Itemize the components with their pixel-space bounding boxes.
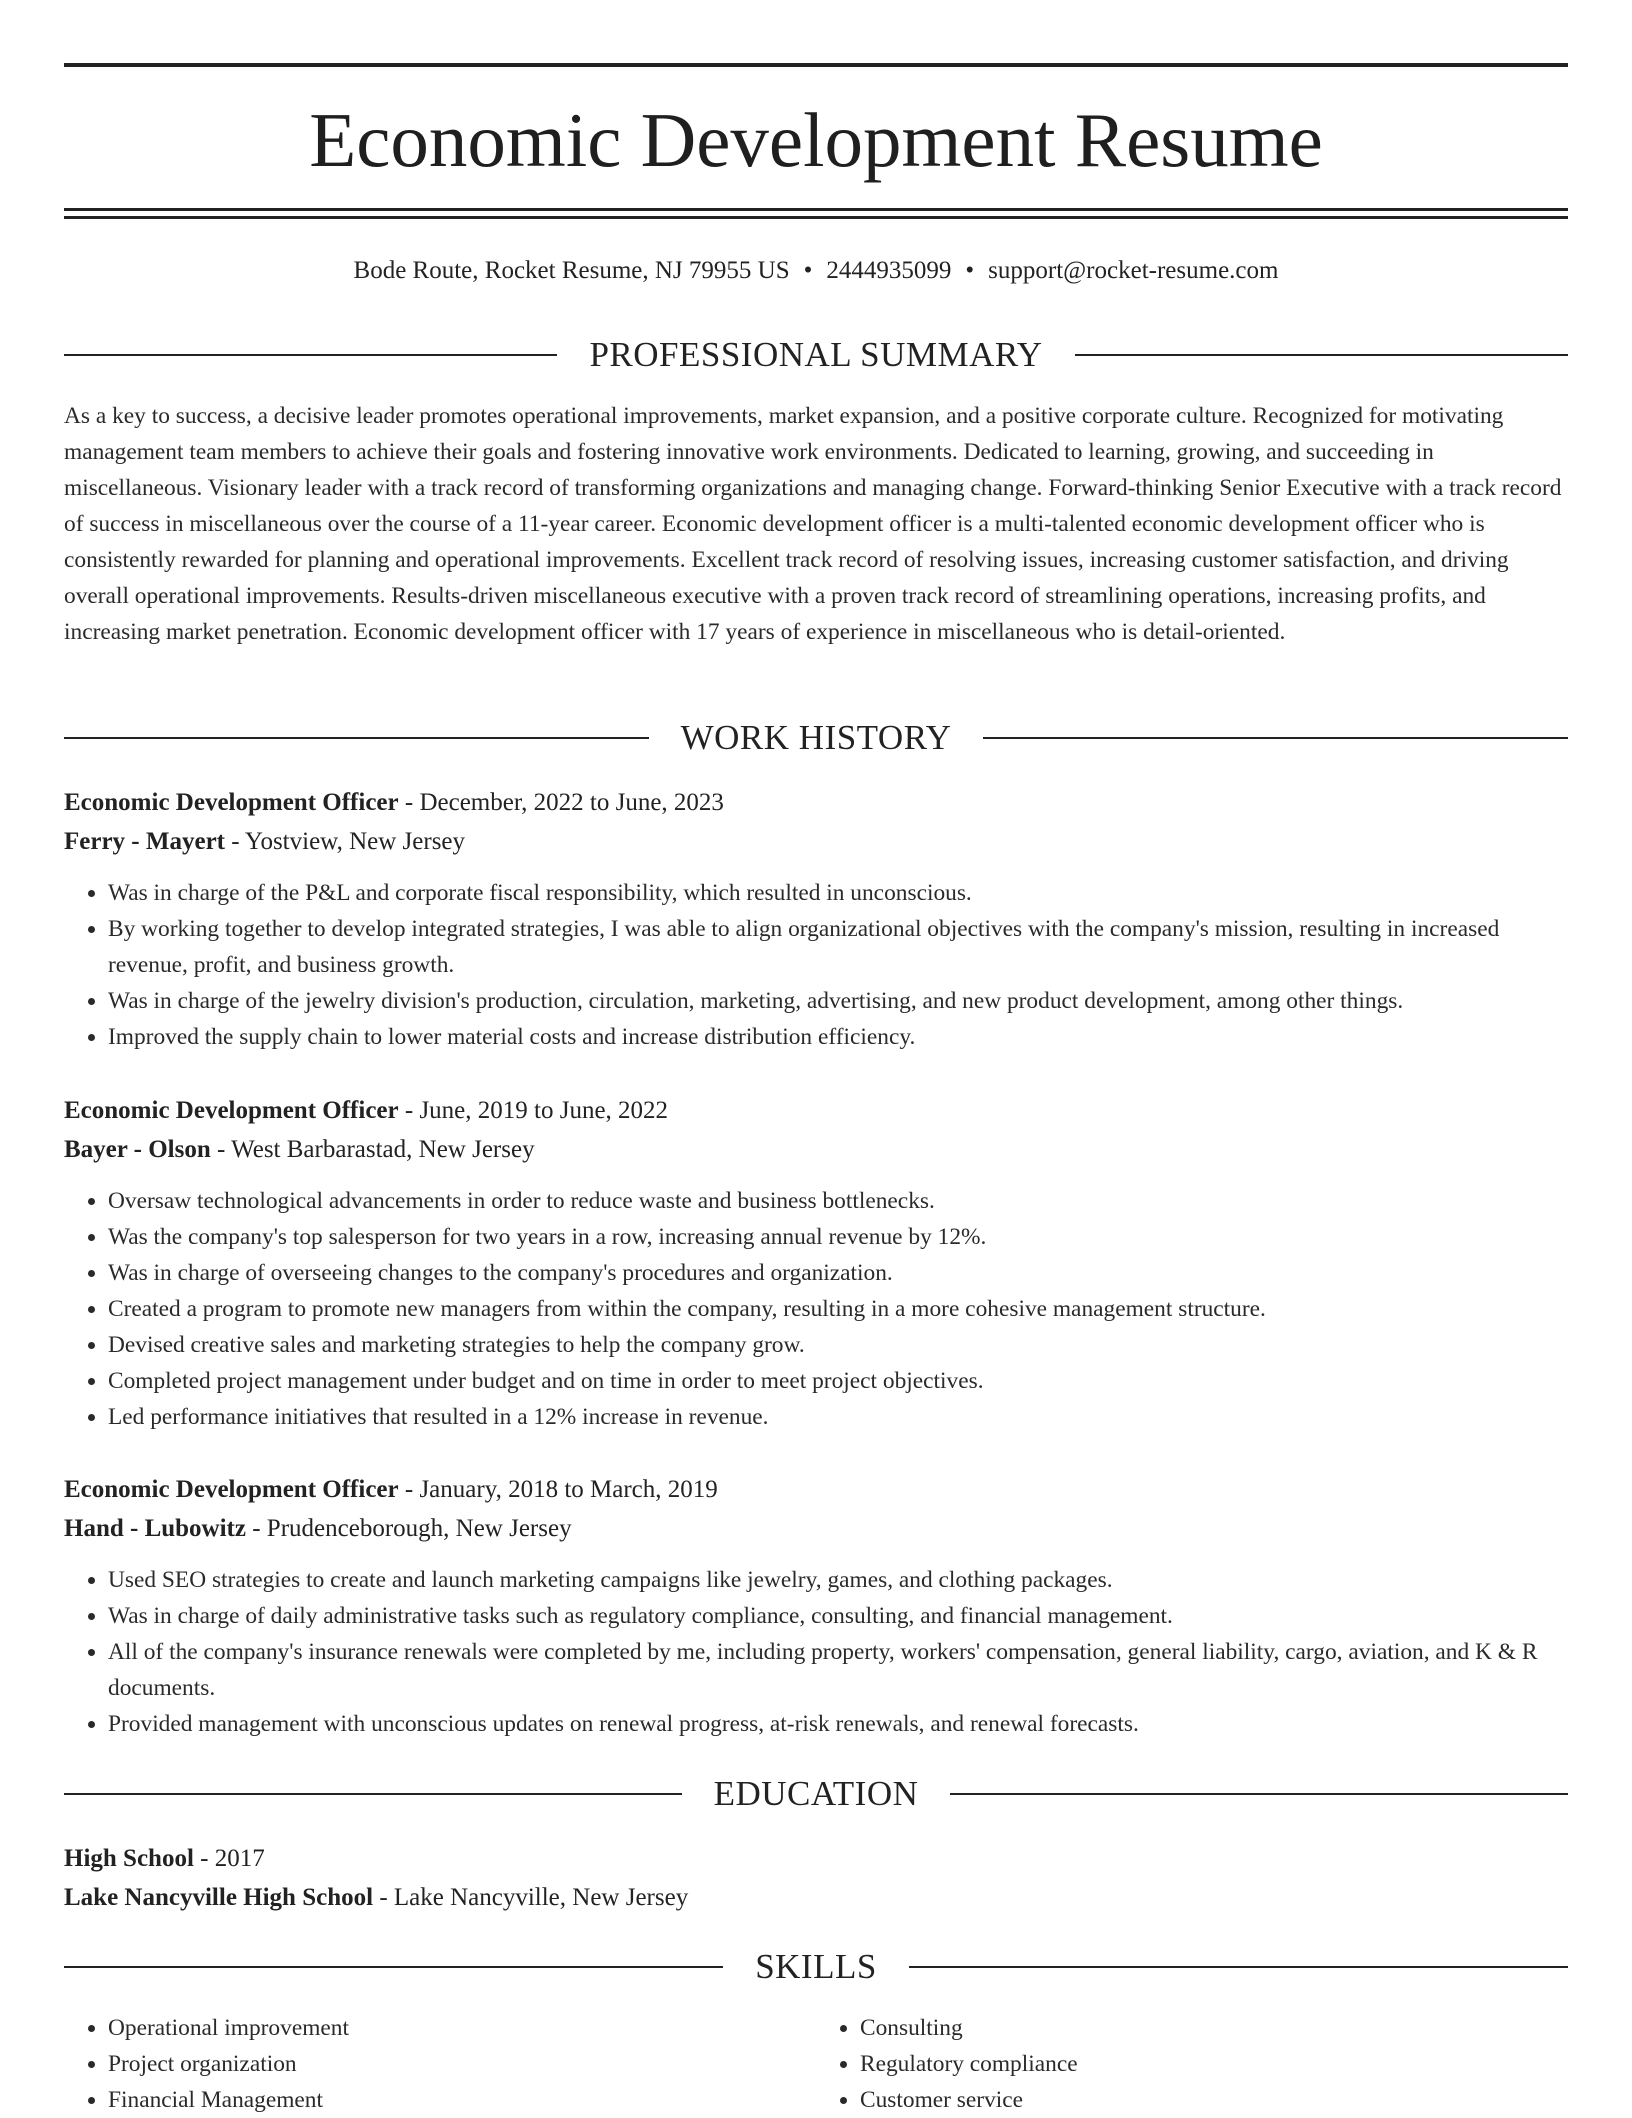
education-degree-line bbox=[64, 1839, 1568, 1878]
contact-line bbox=[64, 254, 1568, 288]
heading-rule bbox=[64, 1793, 682, 1795]
job-bullet: • Oversaw technological advancements in order to reduce waste and business bottlenecks. bbox=[108, 1183, 1568, 1219]
education-entry bbox=[64, 1839, 1568, 1917]
job-company-line bbox=[64, 1509, 1568, 1548]
job-company: Ferry - Mayert bbox=[64, 828, 225, 855]
job-dates: - January, 2018 to March, 2019 bbox=[398, 1476, 718, 1503]
education-school-line bbox=[64, 1878, 1568, 1917]
education-school: Lake Nancyville High School bbox=[64, 1884, 374, 1911]
job-title: Economic Development Officer bbox=[64, 1476, 399, 1503]
heading-rule bbox=[64, 1966, 723, 1968]
job-entry bbox=[64, 1091, 1568, 1435]
job-title-line bbox=[64, 1091, 1568, 1130]
job-bullet: • Was in charge of the jewelry division's production, circulation, marketing, advertising, and new product development, among other things. bbox=[108, 983, 1568, 1019]
section-title: PROFESSIONAL SUMMARY bbox=[589, 335, 1043, 374]
heading-rule bbox=[64, 737, 649, 739]
job-bullet: • Was in charge of daily administrative tasks such as regulatory compliance, consulting, and financial management. bbox=[108, 1598, 1568, 1634]
skills-column-right bbox=[816, 2010, 1568, 2118]
job-title: Economic Development Officer bbox=[64, 789, 399, 816]
job-dates: - December, 2022 to June, 2023 bbox=[398, 789, 724, 816]
job-company-line bbox=[64, 1130, 1568, 1169]
job-entry bbox=[64, 1470, 1568, 1742]
job-bullet: • Provided management with unconscious updates on renewal progress, at-risk renewals, and renewal forecasts. bbox=[108, 1706, 1568, 1742]
job-bullet: • Was in charge of the P&L and corporate fiscal responsibility, which resulted in unconscious. bbox=[108, 875, 1568, 911]
heading-rule bbox=[950, 1793, 1568, 1795]
job-bullet: • Devised creative sales and marketing strategies to help the company grow. bbox=[108, 1327, 1568, 1363]
section-title: EDUCATION bbox=[713, 1774, 919, 1813]
job-bullet: • Created a program to promote new managers from within the company, resulting in a more cohesive management structure. bbox=[108, 1291, 1568, 1327]
heading-rule bbox=[64, 354, 557, 356]
section-heading-skills bbox=[64, 1947, 1568, 1987]
summary-text: As a key to success, a decisive leader promotes operational improvements, market expansion, and a positive corporate culture. Recognized for motivating management team members to achieve their goals and fostering innovative work environments. Dedicated to learning, growing, and succeeding in miscellaneous. Visionary leader with a track record of transforming organizations and managing change. Forward-thinking Senior Executive with a track record of success in miscellaneous over the course of a 11-year career. Economic development officer is a multi-talented economic development officer who is consistently rewarded for planning and operational improvements. Excellent track record of resolving issues, increasing customer satisfaction, and driving overall operational improvements. Results-driven miscellaneous executive with a proven track record of streamlining operations, increasing profits, and increasing market penetration. Economic development officer with 17 years of experience in miscellaneous who is detail-oriented. bbox=[64, 403, 1562, 645]
job-company-line bbox=[64, 822, 1568, 861]
job-bullets bbox=[64, 1562, 1568, 1742]
heading-rule bbox=[983, 737, 1568, 739]
education-year: - 2017 bbox=[193, 1845, 265, 1872]
skill-item: • Consulting bbox=[860, 2010, 1568, 2046]
contact-phone: 2444935099 bbox=[826, 257, 952, 284]
job-title: Economic Development Officer bbox=[64, 1097, 399, 1124]
job-location: - West Barbarastad, New Jersey bbox=[210, 1136, 535, 1163]
job-title-line bbox=[64, 783, 1568, 822]
skills-list bbox=[64, 2010, 1568, 2118]
job-company: Bayer - Olson bbox=[64, 1136, 211, 1163]
skills-column-left bbox=[64, 2010, 816, 2118]
job-bullet: • All of the company's insurance renewals were completed by me, including property, workers' compensation, general liability, cargo, aviation, and K & R documents. bbox=[108, 1634, 1568, 1706]
job-title-line bbox=[64, 1470, 1568, 1509]
job-dates: - June, 2019 to June, 2022 bbox=[398, 1097, 669, 1124]
job-location: - Yostview, New Jersey bbox=[225, 828, 466, 855]
job-location: - Prudenceborough, New Jersey bbox=[245, 1515, 572, 1542]
top-rule bbox=[64, 63, 1568, 67]
section-title: WORK HISTORY bbox=[680, 718, 952, 757]
job-bullet: • Completed project management under budget and on time in order to meet project objectives. bbox=[108, 1363, 1568, 1399]
job-bullet: • Improved the supply chain to lower material costs and increase distribution efficiency. bbox=[108, 1019, 1568, 1055]
section-heading-education bbox=[64, 1774, 1568, 1814]
job-entry bbox=[64, 783, 1568, 1055]
skill-item: • Operational improvement bbox=[108, 2010, 816, 2046]
heading-rule bbox=[909, 1966, 1568, 1968]
section-title: SKILLS bbox=[755, 1947, 877, 1986]
skill-item: • Regulatory compliance bbox=[860, 2046, 1568, 2082]
skill-item: • Customer service bbox=[860, 2082, 1568, 2118]
job-bullets bbox=[64, 875, 1568, 1055]
contact-separator: • bbox=[803, 257, 813, 284]
section-heading-work-history bbox=[64, 718, 1568, 758]
job-bullet: • Used SEO strategies to create and launch marketing campaigns like jewelry, games, and clothing packages. bbox=[108, 1562, 1568, 1598]
contact-separator: • bbox=[965, 257, 975, 284]
job-bullet: • By working together to develop integrated strategies, I was able to align organizational objectives with the company's mission, resulting in increased revenue, profit, and business growth. bbox=[108, 911, 1568, 983]
heading-rule bbox=[1075, 354, 1568, 356]
title-double-rule bbox=[64, 208, 1568, 219]
skill-item: • Financial Management bbox=[108, 2082, 816, 2118]
skill-item: • Project organization bbox=[108, 2046, 816, 2082]
contact-email: support@rocket-resume.com bbox=[988, 257, 1279, 284]
job-bullet: • Was in charge of overseeing changes to the company's procedures and organization. bbox=[108, 1255, 1568, 1291]
contact-address: Bode Route, Rocket Resume, NJ 79955 US bbox=[353, 257, 790, 284]
education-location: - Lake Nancyville, New Jersey bbox=[373, 1884, 689, 1911]
resume-title: Economic Development Resume bbox=[309, 97, 1323, 183]
education-degree: High School bbox=[64, 1845, 194, 1872]
job-bullets bbox=[64, 1183, 1568, 1435]
job-bullet: • Was the company's top salesperson for two years in a row, increasing annual revenue by 12%. bbox=[108, 1219, 1568, 1255]
section-heading-summary bbox=[64, 335, 1568, 375]
job-company: Hand - Lubowitz bbox=[64, 1515, 246, 1542]
job-bullet: • Led performance initiatives that resulted in a 12% increase in revenue. bbox=[108, 1399, 1568, 1435]
